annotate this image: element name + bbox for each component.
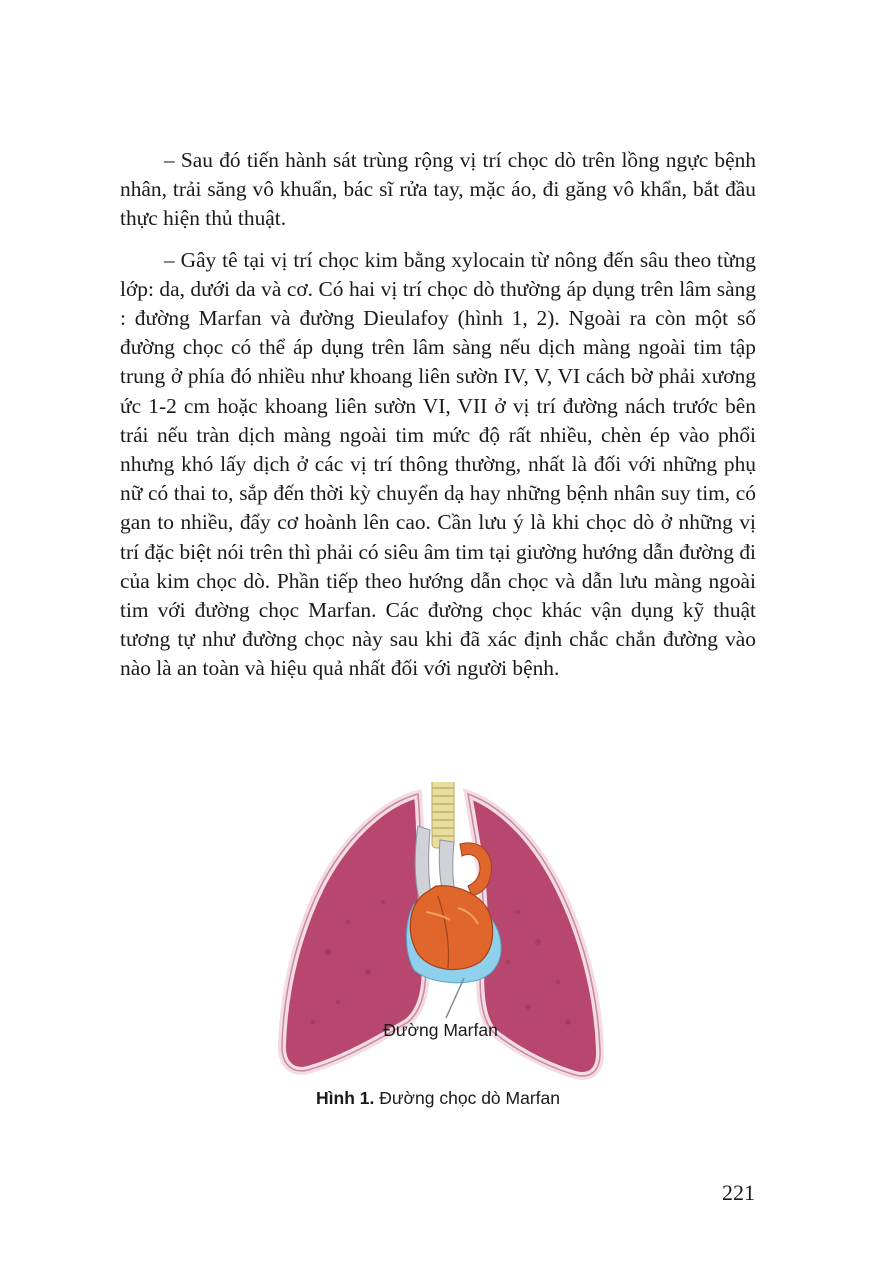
body-text bbox=[120, 146, 756, 696]
caption-number: Hình 1. bbox=[316, 1088, 375, 1108]
trachea bbox=[432, 782, 454, 848]
figure-label-marfan: Đường Marfan bbox=[383, 1020, 498, 1040]
figure-marfan-illustration bbox=[268, 782, 613, 1082]
paragraph-2: – Gây tê tại vị trí chọc kim bằng xylocain từ nông đến sâu theo từng lớp: da, dưới da và cơ. Có hai vị trí chọc dò thường áp dụng trên lâm sàng : đường Marfan và đường Dieulafoy (hình 1, 2). Ngoài ra còn một số đường chọc có thể áp dụng trên lâm sàng nếu dịch màng ngoài tim tập trung ở phía đó nhiều như khoang liên sườn IV, V, VI cách bờ phải xương ức 1-2 cm hoặc khoang liên sườn VI, VII ở vị trí đường nách trước bên trái nếu tràn dịch màng ngoài tim mức độ rất nhiều, chèn ép vào phổi nhưng khó lấy dịch ở các vị trí thông thường, nhất là đối với những phụ nữ có thai to, sắp đến thời kỳ chuyển dạ hay những bệnh nhân suy tim, có gan to nhiều, đẩy cơ hoành lên cao. Cần lưu ý là khi chọc dò ở những vị trí đặc biệt nói trên thì phải có siêu âm tim tại giường hướng dẫn đường đi của kim chọc dò. Phần tiếp theo hướng dẫn chọc và dẫn lưu màng ngoài tim với đường chọc Marfan. Các đường chọc khác vận dụng kỹ thuật tương tự như đường chọc này sau khi đã xác định chắc chắn đường vào nào là an toàn và hiệu quả nhất đối với người bệnh. bbox=[120, 247, 756, 681]
figure-caption bbox=[120, 1088, 756, 1109]
marfan-pointer-line bbox=[446, 978, 464, 1018]
caption-text: Đường chọc dò Marfan bbox=[374, 1088, 560, 1108]
page-number: 221 bbox=[722, 1180, 755, 1205]
paragraph-1: – Sau đó tiến hành sát trùng rộng vị trí chọc dò trên lồng ngực bệnh nhân, trải săng vô khuẩn, bác sĩ rửa tay, mặc áo, đi găng vô khẩn, bắt đầu thực hiện thủ thuật. bbox=[120, 148, 756, 231]
